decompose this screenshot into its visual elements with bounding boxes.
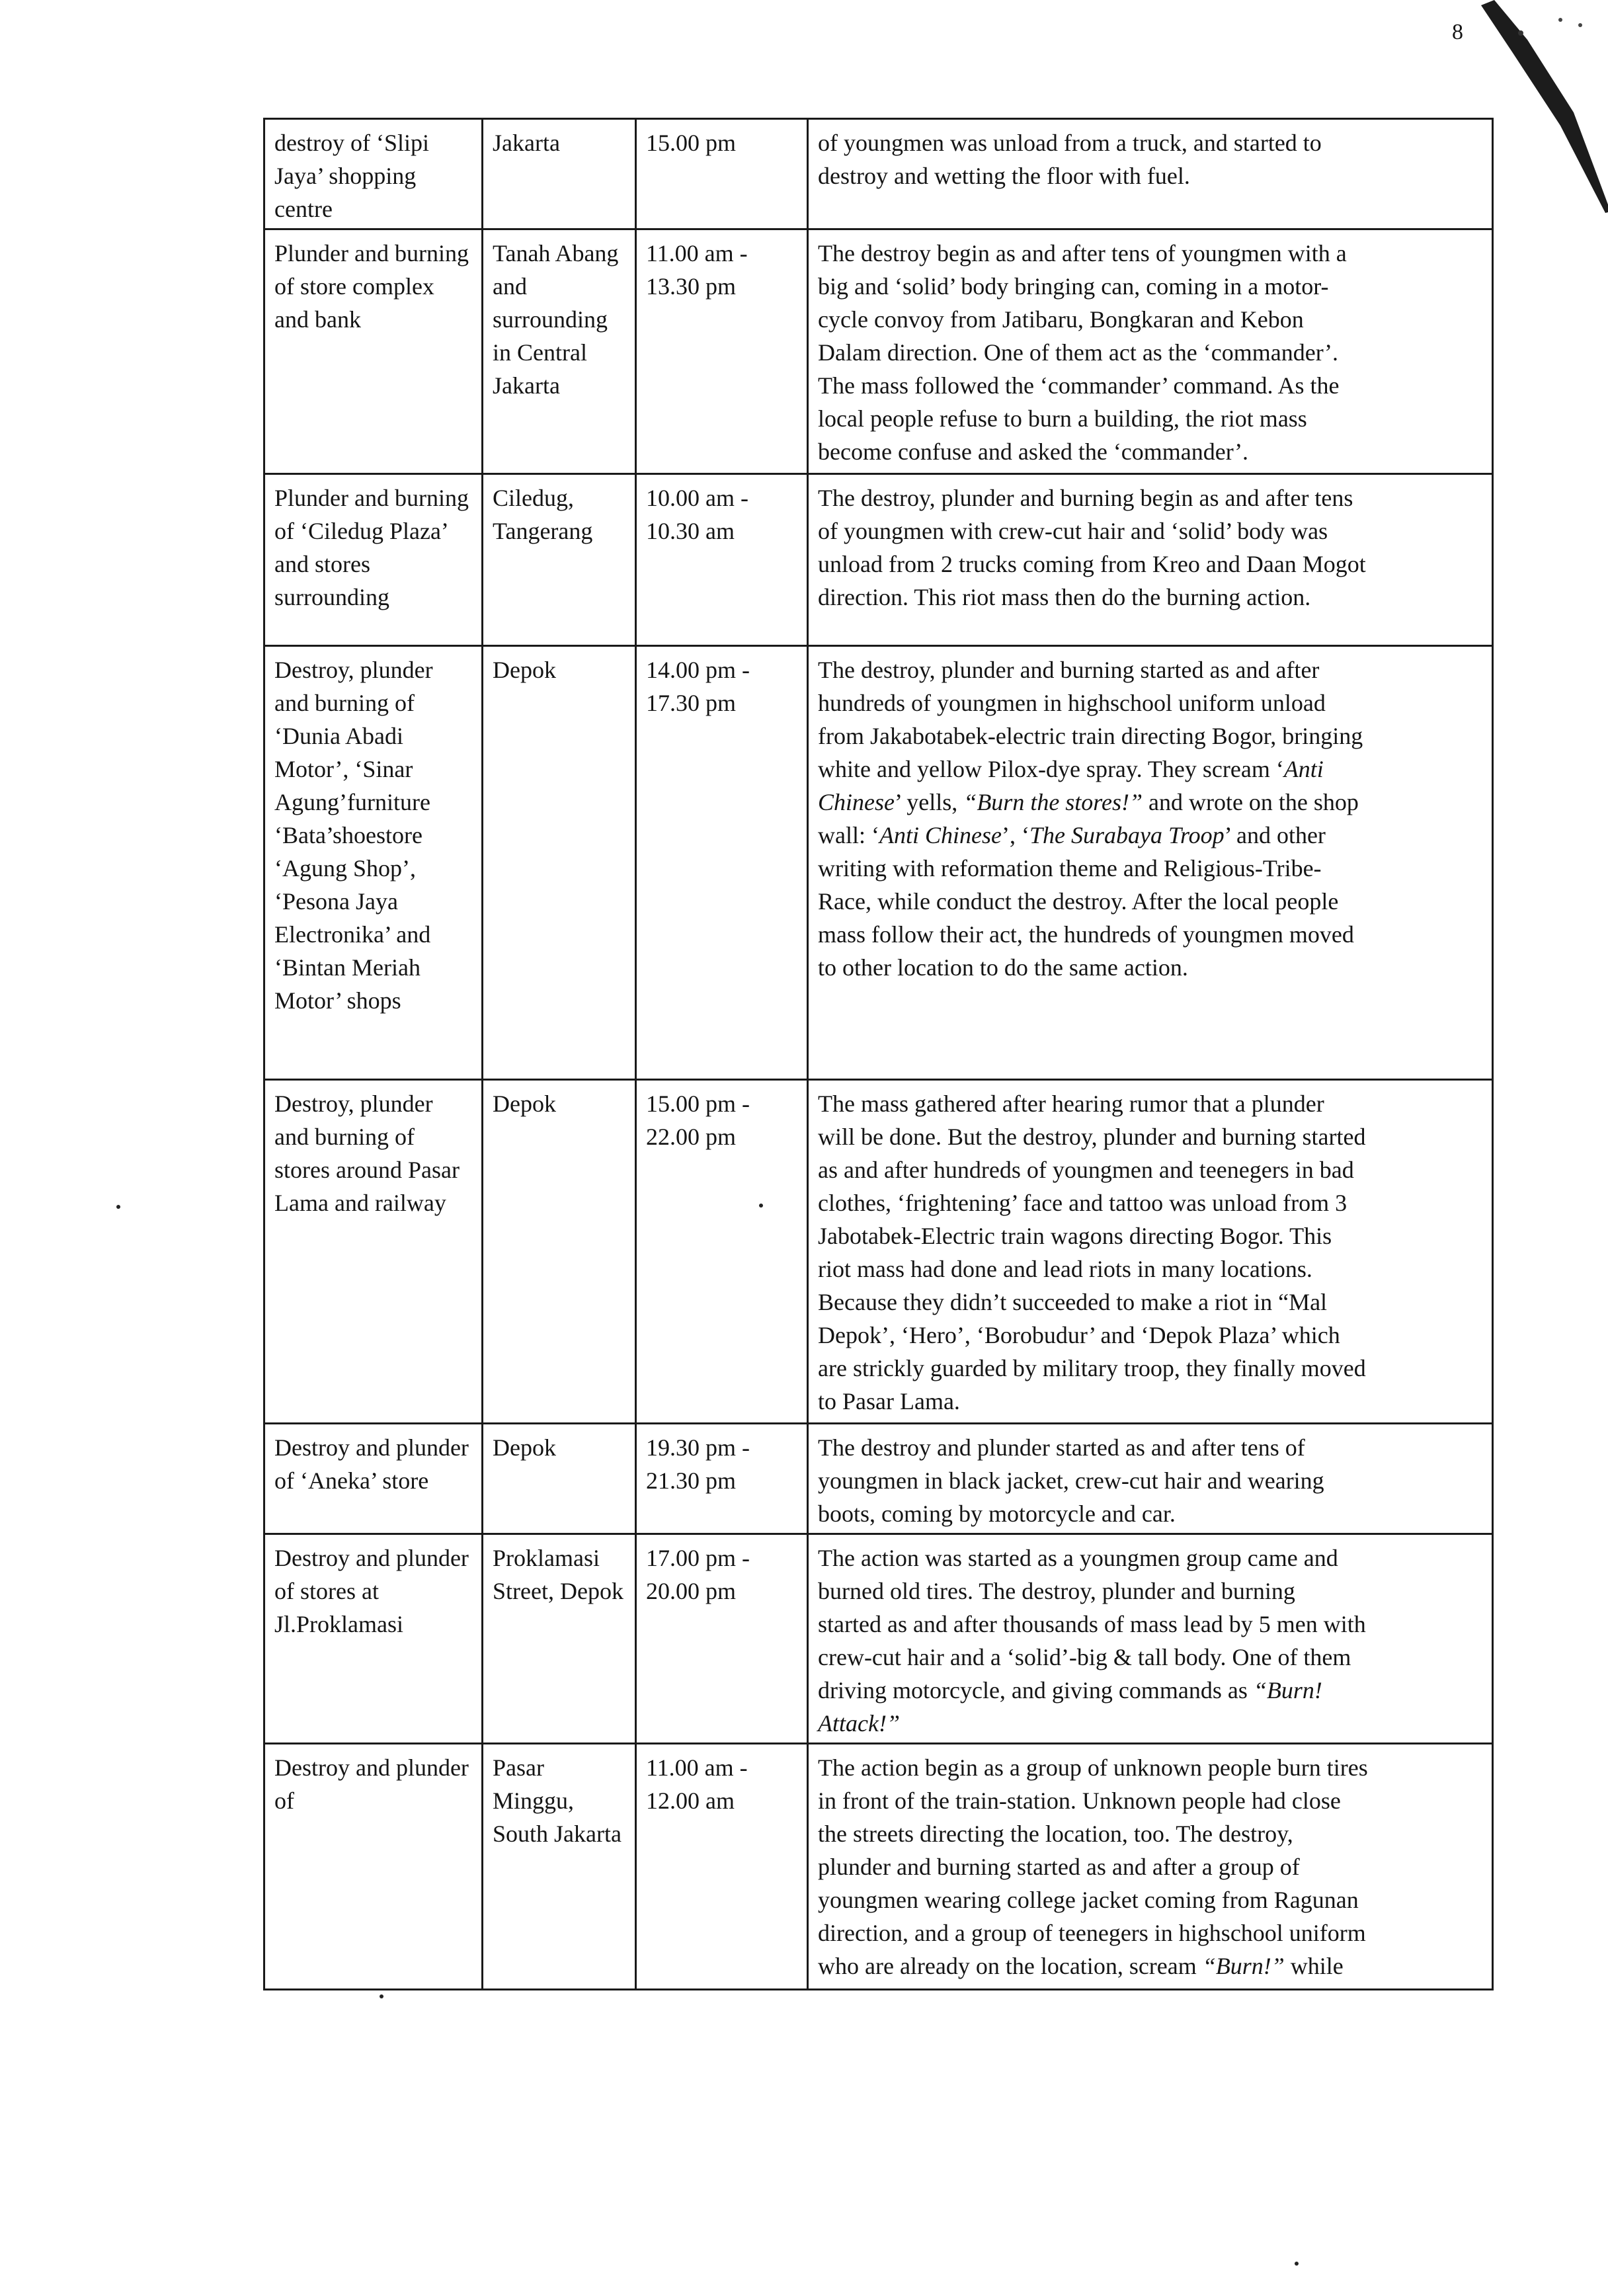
location-cell: Depok [483, 1080, 636, 1424]
description-line: of youngmen with crew-cut hair and ‘solid’ body was [818, 518, 1328, 544]
description-line: direction. This riot mass then do the burning action. [818, 584, 1311, 610]
description-line: The mass gathered after hearing rumor that a plunder [818, 1090, 1324, 1117]
description-cell [808, 646, 1493, 1080]
location-cell: Depok [483, 1424, 636, 1534]
table-row [264, 646, 1493, 1080]
description-line: will be done. But the destroy, plunder and burning started [818, 1124, 1366, 1150]
description-line: Dalam direction. One of them act as the ‘commander’. [818, 339, 1339, 366]
description-line: The action was started as a youngmen group came and [818, 1545, 1338, 1571]
description-line: writing with reformation theme and Religious-Tribe- [818, 855, 1322, 882]
incident-table [263, 118, 1494, 1990]
description-line: big and ‘solid’ body bringing can, coming in a motor- [818, 273, 1329, 300]
time-cell: 15.00 pm - 22.00 pm [636, 1080, 808, 1424]
description-line: who are already on the location, scream “Burn!” while [818, 1953, 1344, 1979]
description-line: riot mass had done and lead riots in many locations. [818, 1256, 1312, 1282]
location-cell: Depok [483, 646, 636, 1080]
incident-cell: Destroy, plunder and burning of stores around Pasar Lama and railway [264, 1080, 483, 1424]
location-cell: Jakarta [483, 119, 636, 229]
time-cell: 15.00 pm [636, 119, 808, 229]
table-row [264, 229, 1493, 474]
description-line: the streets directing the location, too. The destroy, [818, 1821, 1293, 1847]
time-cell: 11.00 am - 12.00 am [636, 1744, 808, 1990]
table-row [264, 1534, 1493, 1744]
description-line: The destroy begin as and after tens of youngmen with a [818, 240, 1347, 266]
description-line: destroy and wetting the floor with fuel. [818, 163, 1190, 189]
scan-speck [116, 1205, 120, 1209]
description-cell [808, 119, 1493, 229]
description-line: The destroy, plunder and burning begin as and after tens [818, 485, 1353, 511]
description-line: youngmen wearing college jacket coming from Ragunan [818, 1887, 1359, 1913]
description-line: The destroy and plunder started as and after tens of [818, 1434, 1305, 1461]
scan-speck [759, 1204, 763, 1208]
description-line: to Pasar Lama. [818, 1388, 960, 1414]
scan-speck [1295, 2262, 1299, 2266]
incident-cell: Plunder and burning of ‘Ciledug Plaza’ and stores surrounding [264, 474, 483, 646]
incident-cell: destroy of ‘Slipi Jaya’ shopping centre [264, 119, 483, 229]
incident-cell: Destroy and plunder of ‘Aneka’ store [264, 1424, 483, 1534]
description-line: wall: ‘Anti Chinese’, ‘The Surabaya Troop’ and other [818, 822, 1326, 848]
description-line: direction, and a group of teenegers in highschool uniform [818, 1920, 1366, 1946]
description-line: The destroy, plunder and burning started as and after [818, 657, 1320, 683]
time-cell: 19.30 pm - 21.30 pm [636, 1424, 808, 1534]
time-cell: 11.00 am - 13.30 pm [636, 229, 808, 474]
scan-speck [380, 1994, 383, 1998]
location-cell: Ciledug, Tangerang [483, 474, 636, 646]
description-line: Race, while conduct the destroy. After the local people [818, 888, 1339, 915]
description-cell [808, 1744, 1493, 1990]
description-line: boots, coming by motorcycle and car. [818, 1500, 1176, 1527]
description-line: unload from 2 trucks coming from Kreo and Daan Mogot [818, 551, 1366, 577]
time-cell: 10.00 am - 10.30 am [636, 474, 808, 646]
description-cell [808, 229, 1493, 474]
table-row [264, 1424, 1493, 1534]
description-line: Jabotabek-Electric train wagons directing Bogor. This [818, 1223, 1332, 1249]
location-cell: Proklamasi Street, Depok [483, 1534, 636, 1744]
description-line: youngmen in black jacket, crew-cut hair and wearing [818, 1467, 1324, 1494]
description-line: mass follow their act, the hundreds of youngmen moved [818, 921, 1354, 948]
description-line: The mass followed the ‘commander’ command. As the [818, 372, 1340, 399]
description-line: started as and after thousands of mass lead by 5 men with [818, 1611, 1366, 1637]
incident-cell: Destroy and plunder of stores at Jl.Proklamasi [264, 1534, 483, 1744]
description-line: Because they didn’t succeeded to make a riot in “Mal [818, 1289, 1328, 1315]
description-line: burned old tires. The destroy, plunder and burning [818, 1578, 1295, 1604]
description-line: are strickly guarded by military troop, they finally moved [818, 1355, 1366, 1381]
table-row [264, 1080, 1493, 1424]
incident-cell: Destroy and plunder of [264, 1744, 483, 1990]
description-cell [808, 1424, 1493, 1534]
scan-artifact-streak [1481, 0, 1608, 218]
table-row [264, 474, 1493, 646]
description-line: Chinese’ yells, “Burn the stores!” and wrote on the shop [818, 789, 1359, 815]
description-cell [808, 474, 1493, 646]
description-line: white and yellow Pilox-dye spray. They scream ‘Anti [818, 756, 1324, 782]
page-number: 8 [1452, 20, 1463, 44]
description-line: clothes, ‘frightening’ face and tattoo was unload from 3 [818, 1190, 1347, 1216]
description-line: Attack!” [818, 1710, 900, 1737]
description-line: of youngmen was unload from a truck, and started to [818, 130, 1322, 156]
description-line: The action begin as a group of unknown people burn tires [818, 1754, 1368, 1781]
description-line: become confuse and asked the ‘commander’. [818, 438, 1249, 465]
description-line: cycle convoy from Jatibaru, Bongkaran and Kebon [818, 306, 1304, 333]
time-cell: 14.00 pm - 17.30 pm [636, 646, 808, 1080]
description-line: plunder and burning started as and after a group of [818, 1854, 1300, 1880]
location-cell: Pasar Minggu, South Jakarta [483, 1744, 636, 1990]
description-line: as and after hundreds of youngmen and teenegers in bad [818, 1157, 1354, 1183]
table-row [264, 119, 1493, 229]
description-line: crew-cut hair and a ‘solid’-big & tall body. One of them [818, 1644, 1351, 1670]
description-line: to other location to do the same action. [818, 954, 1188, 981]
description-cell [808, 1534, 1493, 1744]
description-line: driving motorcycle, and giving commands as “Burn! [818, 1677, 1322, 1703]
incident-cell: Plunder and burning of store complex and bank [264, 229, 483, 474]
time-cell: 17.00 pm - 20.00 pm [636, 1534, 808, 1744]
description-line: Depok’, ‘Hero’, ‘Borobudur’ and ‘Depok Plaza’ which [818, 1322, 1340, 1348]
description-line: in front of the train-station. Unknown people had close [818, 1787, 1341, 1814]
description-cell [808, 1080, 1493, 1424]
location-cell: Tanah Abang and surrounding in Central Jakarta [483, 229, 636, 474]
description-line: from Jakabotabek-electric train directing Bogor, bringing [818, 723, 1363, 749]
description-line: hundreds of youngmen in highschool uniform unload [818, 690, 1326, 716]
incident-cell: Destroy, plunder and burning of ‘Dunia Abadi Motor’, ‘Sinar Agung’furniture ‘Bata’shoestore ‘Agung Shop’, ‘Pesona Jaya Electronika’ and ‘Bintan Meriah Motor’ shops [264, 646, 483, 1080]
table-row [264, 1744, 1493, 1990]
description-line: local people refuse to burn a building, the riot mass [818, 405, 1307, 432]
